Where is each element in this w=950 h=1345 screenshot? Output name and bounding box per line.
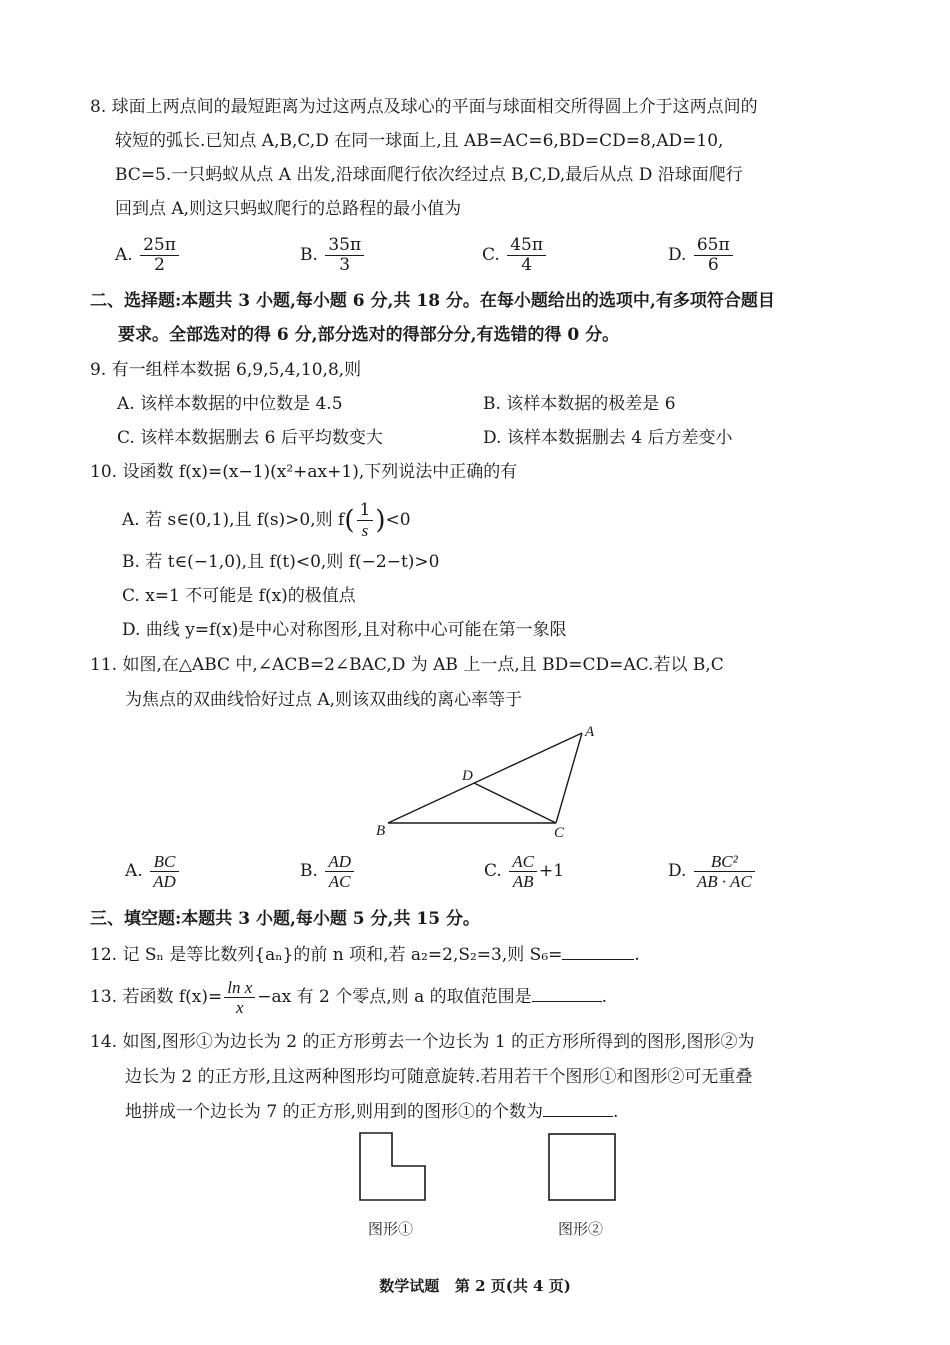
triangle-figure [360,720,610,845]
q13-fraction [224,978,255,1017]
q13-text: 13. 若函数 f(x)= [90,987,223,1007]
q9-option-b: B. 该样本数据的极差是 6 [483,394,676,414]
q8-option-c-fraction [507,236,546,275]
q14-end: . [613,1102,619,1122]
page-footer: 数学试题 第 2 页(共 4 页) [379,1277,571,1295]
numerator: 65π [694,236,733,256]
q13-end: . [601,987,608,1007]
segment-ca [556,733,582,823]
numerator: ln x [224,978,255,998]
q13-text-tail: −ax 有 2 个零点,则 a 的取值范围是 [257,987,532,1007]
answer-blank [543,1100,613,1117]
option-letter: B. [300,245,318,265]
q14-line1: 14. 如图,图形①为边长为 2 的正方形剪去一个边长为 1 的正方形所得到的图形,图形②为 [90,1032,755,1052]
denominator: 6 [707,255,719,275]
option-letter: D. [668,245,687,265]
q8-line2: 较短的弧长.已知点 A,B,C,D 在同一球面上,且 AB=AC=6,BD=CD=8,AD=10, [115,131,724,151]
q8-line3: BC=5.一只蚂蚁从点 A 出发,沿球面爬行依次经过点 B,C,D,最后从点 D 沿球面爬行 [115,165,743,185]
answer-blank [532,985,602,1002]
q9-stem: 9. 有一组样本数据 6,9,5,4,10,8,则 [90,360,362,380]
q11-line2: 为焦点的双曲线恰好过点 A,则该双曲线的离心率等于 [125,690,523,710]
shape-1-l-figure [355,1128,430,1206]
numerator: 35π [325,236,364,256]
denominator: AB · AC [696,872,752,891]
option-letter: C. [484,861,502,881]
q11-line1: 11. 如图,在△ABC 中,∠ACB=2∠BAC,D 为 AB 上一点,且 BD=CD=AC.若以 B,C [90,655,724,675]
q8-option-b [300,236,366,275]
denominator: AB [512,872,534,891]
denominator: 2 [154,255,165,275]
numerator: AC [509,852,537,872]
q8-line1 [90,96,758,118]
q13 [90,976,607,1018]
section3-heading: 三、填空题:本题共 3 小题,每小题 5 分,共 15 分。 [90,909,480,929]
q8-number: 8. [90,97,107,117]
option-letter: C. [482,245,500,265]
l-shape [360,1133,425,1200]
option-letter: A. [125,861,143,881]
q8-stem-part1: 球面上两点间的最短距离为过这两点及球心的平面与球面相交所得圆上介于这两点间的 [111,97,758,117]
numerator: 1 [357,501,374,521]
denominator: AC [328,872,351,891]
q11-option-c-suffix: +1 [538,861,565,881]
denominator: x [235,998,244,1017]
q8-option-c [482,236,548,275]
shape-2-label: 图形② [558,1220,604,1238]
q8-option-b-fraction [325,236,364,275]
q8-option-a-fraction [140,236,179,275]
q10-option-b: B. 若 t∈(−1,0),且 f(t)<0,则 f(−2−t)>0 [122,552,440,572]
point-label-a: A [585,724,595,740]
option-letter: A. [115,245,133,265]
square-shape [549,1134,615,1200]
q12-text: 12. 记 Sₙ 是等比数列{aₙ}的前 n 项和,若 a₂=2,S₂=3,则 S₆= [90,945,563,965]
denominator: 4 [521,255,533,275]
q14-line3 [125,1100,618,1123]
denominator: 3 [339,255,351,275]
shape-1-label: 图形① [368,1220,414,1238]
left-paren: ( [344,505,355,536]
q11-option-c-fraction [509,852,537,891]
right-paren: ) [375,505,386,536]
point-label-d: D [462,768,473,784]
segment-ab [388,733,582,823]
q14-line2: 边长为 2 的正方形,且这两种图形均可随意旋转.若用若干个图形①和图形②可无重叠 [125,1067,753,1087]
shape-2-square-figure [545,1130,620,1205]
denominator: AD [153,872,176,891]
section2-heading-line1: 二、选择题:本题共 3 小题,每小题 6 分,共 18 分。在每小题给出的选项中,有多项符合题目 [90,291,775,311]
point-label-c: C [554,825,565,841]
option-letter: D. [668,861,687,881]
q12 [90,943,640,966]
q11-option-b-fraction [325,852,354,891]
q10-option-a-text: A. 若 s∈(0,1),且 f(s)>0,则 f [122,510,345,530]
q11-option-d [668,852,757,891]
answer-blank [562,943,634,960]
q11-option-b [300,852,356,891]
q8-option-a [115,236,181,275]
segment-dc [474,783,556,823]
q10-option-a-fraction [357,501,374,540]
q10-option-a [122,500,411,541]
q8-option-d-fraction [694,236,733,275]
q11-option-a-fraction [150,852,179,891]
q8-line4: 回到点 A,则这只蚂蚁爬行的总路程的最小值为 [115,199,462,219]
q11-option-c [484,852,564,891]
q9-option-c: C. 该样本数据删去 6 后平均数变大 [117,428,383,448]
numerator: AD [325,852,354,872]
q9-option-a: A. 该样本数据的中位数是 4.5 [117,394,343,414]
section2-heading-line2: 要求。全部选对的得 6 分,部分选对的得部分分,有选错的得 0 分。 [118,325,620,345]
q10-option-a-tail: <0 [385,510,411,530]
numerator: BC [150,852,179,872]
q11-option-d-fraction [694,852,755,891]
numerator: 45π [507,236,546,256]
q10-option-c: C. x=1 不可能是 f(x)的极值点 [122,586,356,606]
q10-option-d: D. 曲线 y=f(x)是中心对称图形,且对称中心可能在第一象限 [122,620,567,640]
option-letter: B. [300,861,318,881]
numerator: BC² [694,852,755,872]
point-label-b: B [376,823,386,839]
q11-option-a [125,852,181,891]
q14-line3-text: 地拼成一个边长为 7 的正方形,则用到的图形①的个数为 [125,1102,544,1122]
q8-option-d [668,236,735,275]
q10-stem: 10. 设函数 f(x)=(x−1)(x²+ax+1),下列说法中正确的有 [90,462,518,482]
q9-option-d: D. 该样本数据删去 4 后方差变小 [483,428,733,448]
numerator: 25π [140,236,179,256]
q12-end: . [634,945,640,965]
denominator: s [361,521,369,540]
